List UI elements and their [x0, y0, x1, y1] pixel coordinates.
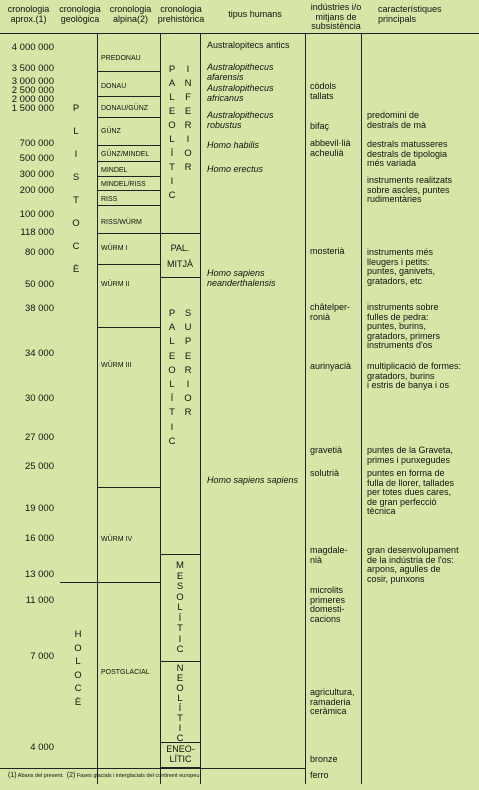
letter: O — [74, 669, 82, 681]
col-divider-alpine — [160, 34, 161, 784]
letter: ENEO- — [166, 744, 195, 754]
footnote-2-marker: (2) — [66, 772, 76, 779]
letter: O — [184, 148, 192, 159]
industry: aurinyacià — [310, 361, 352, 371]
feature: gran desenvolupament de la indústria de l'os: arpons, agulles de cosir, punxons — [367, 545, 459, 584]
letter: L — [169, 92, 175, 103]
letter: I — [186, 134, 190, 145]
date-label: 80 000 — [24, 247, 54, 258]
alpine-phase: POSTGLACIAL — [101, 669, 150, 676]
letter: A — [168, 322, 176, 334]
letter: P — [184, 336, 192, 348]
letter: E — [176, 673, 184, 684]
letter: Í — [170, 148, 174, 159]
alpine-phase: DONAU — [101, 83, 127, 90]
letter: L — [169, 379, 175, 391]
letter: T — [73, 195, 79, 206]
alpine-sep — [97, 190, 160, 191]
letter: C — [176, 733, 184, 744]
date-label: 3 500 000 — [11, 63, 54, 74]
human-type: Homo sapiens sapiens — [207, 475, 299, 485]
letter: S — [176, 581, 184, 592]
industry: châtelper- ronià — [310, 302, 351, 322]
alpine-phase: WÜRM I — [101, 245, 128, 252]
letter: I — [74, 149, 78, 160]
footnote-divider — [0, 768, 305, 769]
human-type: Australopithecus afarensis — [207, 62, 274, 82]
letter: R — [184, 407, 192, 419]
alpine-sep — [97, 327, 160, 328]
industry: gravetià — [310, 445, 343, 455]
industry: solutrià — [310, 468, 340, 478]
feature: multiplicació de formes: gratadors, burins i estris de banya i os — [367, 361, 462, 390]
letter: O — [168, 120, 176, 131]
letter: O — [168, 364, 176, 376]
letter: P — [168, 308, 176, 319]
alpine-sep — [97, 145, 160, 146]
human-type: Homo sapiens neanderthalensis — [207, 268, 276, 288]
paleolithic-superior-label — [166, 307, 178, 449]
date-label: 300 000 — [19, 169, 54, 180]
footnote — [8, 772, 199, 779]
alpine-phase: WÜRM II — [101, 281, 130, 288]
alpine-phase: WÜRM IV — [101, 536, 133, 543]
footnote-1-marker: (1) — [8, 772, 17, 779]
feature: puntes de la Graveta, primes i punxegudes — [367, 445, 454, 465]
letter: C — [74, 683, 82, 694]
human-type: Homo habilis — [207, 140, 260, 150]
alpine-sep — [97, 487, 160, 488]
letter: N — [184, 78, 192, 89]
letter: L — [169, 134, 175, 145]
header-alpine: cronologia alpina(2) — [109, 4, 152, 24]
date-label: 700 000 — [19, 138, 54, 149]
col-divider-industries — [305, 34, 306, 784]
header-geological: cronologia geològica — [59, 4, 101, 24]
date-label: 30 000 — [24, 393, 54, 404]
date-label: 118 000 — [20, 227, 54, 238]
neolithic-label — [174, 664, 186, 744]
industry: agricultura, ramaderia ceràmica — [310, 687, 355, 716]
feature: puntes en forma de fulla de llorer, tallades per totes dues cares, de gran perfecció tècnica — [367, 468, 455, 516]
alpine-sep — [97, 96, 160, 97]
letter: I — [170, 421, 174, 433]
alpine-phase: MINDEL/RISS — [101, 181, 146, 188]
industry: bifaç — [310, 121, 330, 131]
alpine-sep — [160, 554, 201, 555]
industry: mosterià — [310, 246, 345, 256]
letter: Í — [170, 393, 174, 405]
letter: U — [184, 322, 192, 334]
letter: E — [184, 106, 192, 117]
letter: S — [72, 172, 80, 183]
date-label: 1 500 000 — [11, 103, 54, 114]
holocene-label — [72, 628, 84, 709]
letter: P — [168, 64, 176, 75]
letter: T — [169, 162, 175, 173]
paleolithic-inferior-label — [166, 63, 178, 203]
alpine-phase: RISS/WÜRM — [101, 219, 142, 226]
letter: O — [74, 642, 82, 654]
letter: T — [177, 713, 183, 724]
superior-label — [182, 307, 194, 421]
letter: C — [72, 241, 80, 252]
alpine-phase: RISS — [101, 196, 118, 203]
letter: O — [184, 393, 192, 405]
letter: I — [178, 633, 182, 645]
letter: L — [177, 693, 183, 704]
alpine-sep — [160, 661, 201, 662]
letter: S — [184, 308, 192, 319]
alpine-sep — [97, 71, 160, 72]
letter: L — [75, 656, 81, 667]
letter: R — [184, 120, 192, 131]
letter: MITJÀ — [167, 259, 193, 269]
letter: C — [168, 190, 176, 201]
letter: È — [72, 264, 80, 275]
industry: magdale- nià — [310, 545, 348, 565]
date-label: 200 000 — [19, 185, 54, 196]
date-label: 16 000 — [24, 533, 54, 544]
letter: I — [170, 176, 174, 187]
alpine-sep — [160, 767, 201, 768]
date-label: 4 000 — [30, 742, 54, 753]
alpine-sep — [97, 117, 160, 118]
date-label: 4 000 000 — [11, 42, 54, 53]
inferior-label — [182, 63, 194, 175]
letter: Í — [178, 703, 182, 714]
alpine-sep — [160, 277, 201, 278]
industry: abbevil·lià acheulià — [310, 138, 351, 158]
human-type: Homo erectus — [207, 164, 264, 174]
col-divider-features — [361, 34, 362, 784]
feature: instruments més lleugers i petits: puntes, ganivets, gratadors, etc — [367, 247, 436, 286]
industry: bronze — [310, 754, 338, 764]
alpine-phase: MINDEL — [101, 167, 128, 174]
letter: O — [176, 591, 184, 603]
mesolithic-label — [174, 561, 186, 656]
alpine-phase: GÜNZ/MINDEL — [101, 151, 150, 158]
letter: R — [184, 162, 192, 173]
letter: E — [168, 350, 176, 362]
letter: F — [185, 92, 191, 103]
letter: C — [176, 644, 184, 655]
industry: microlits primeres domesti- cacions — [310, 585, 346, 624]
letter: I — [178, 723, 182, 734]
feature: instruments sobre fulles de pedra: puntes, burins, gratadors, primers instruments d'os — [367, 302, 441, 350]
date-label: 27 000 — [24, 432, 54, 443]
header-features: característiques principals — [378, 4, 442, 24]
date-label: 2 000 000 — [11, 94, 54, 105]
human-type: Australopithecus robustus — [207, 110, 274, 130]
letter: L — [73, 126, 79, 137]
header-chronology: cronologia aprox.(1) — [7, 4, 50, 24]
alpine-sep — [97, 264, 160, 265]
date-label: 7 000 — [30, 651, 54, 662]
date-label: 50 000 — [24, 279, 54, 290]
header-divider — [0, 33, 479, 34]
alpine-sep — [97, 205, 160, 206]
alpine-phase: GÜNZ — [101, 128, 121, 135]
letter: C — [168, 435, 176, 447]
alpine-sep — [97, 176, 160, 177]
date-label: 19 000 — [24, 503, 54, 514]
letter: A — [168, 78, 176, 89]
letter: M — [176, 560, 184, 571]
letter: R — [184, 364, 192, 376]
header-human: tipus humans — [228, 9, 282, 19]
letter: I — [186, 379, 190, 391]
letter: P — [72, 103, 80, 114]
letter: LÍTIC — [169, 753, 192, 764]
letter: E — [184, 350, 192, 362]
col-divider-prehist — [200, 34, 201, 784]
letter: I — [186, 64, 190, 75]
date-label: 13 000 — [24, 569, 54, 580]
alpine-sep — [97, 161, 160, 162]
letter: O — [72, 218, 80, 229]
alpine-phase: WÜRM III — [101, 362, 132, 369]
feature: predomini de destrals de mà — [367, 110, 427, 130]
industry: còdols tallats — [310, 81, 337, 101]
holocene-divider — [60, 582, 161, 583]
human-type: Australopithecus africanus — [207, 83, 274, 103]
date-label: 38 000 — [24, 303, 54, 314]
feature: instruments realitzats sobre ascles, puntes rudimentàries — [367, 175, 453, 204]
letter: L — [177, 602, 183, 613]
date-label: 500 000 — [19, 153, 54, 164]
letter: T — [169, 407, 175, 419]
date-label: 25 000 — [24, 461, 54, 472]
date-label: 2 500 000 — [11, 85, 54, 96]
human-type: Australopitecs antics — [207, 40, 290, 50]
header-prehistoric: cronologia prehistòrica — [157, 4, 205, 24]
letter: H — [74, 629, 82, 640]
pleistocene-label — [70, 97, 82, 281]
letter: N — [176, 663, 184, 674]
letter: È — [74, 696, 82, 708]
alpine-phase: PREDONAU — [101, 55, 141, 62]
footnote-2-text: Fases glacials i interglacials del continent europeu — [76, 773, 200, 779]
letter: Í — [178, 612, 182, 624]
footnote-1-text: Abans del present. — [17, 773, 64, 779]
date-label: 100 000 — [19, 209, 54, 220]
feature: destrals matusseres destrals de tipologia més variada — [367, 139, 448, 168]
date-label: 3 000 000 — [11, 76, 54, 87]
letter: T — [177, 623, 183, 634]
alpine-phase: DONAU/GÜNZ — [101, 105, 149, 112]
industry: ferro — [310, 770, 329, 780]
letter: E — [168, 106, 176, 117]
eneolithic-label — [162, 745, 199, 764]
letter: L — [169, 336, 175, 348]
header-industries: indústries i/o mitjans de subsistència — [310, 2, 362, 31]
date-label: 11 000 — [25, 595, 54, 606]
col-divider-geo — [97, 34, 98, 784]
paleolithic-middle-label — [163, 240, 197, 272]
letter: O — [176, 683, 184, 694]
date-label: 34 000 — [24, 348, 54, 359]
letter: PAL. — [170, 243, 190, 253]
letter: E — [176, 570, 184, 582]
alpine-sep — [97, 233, 201, 234]
